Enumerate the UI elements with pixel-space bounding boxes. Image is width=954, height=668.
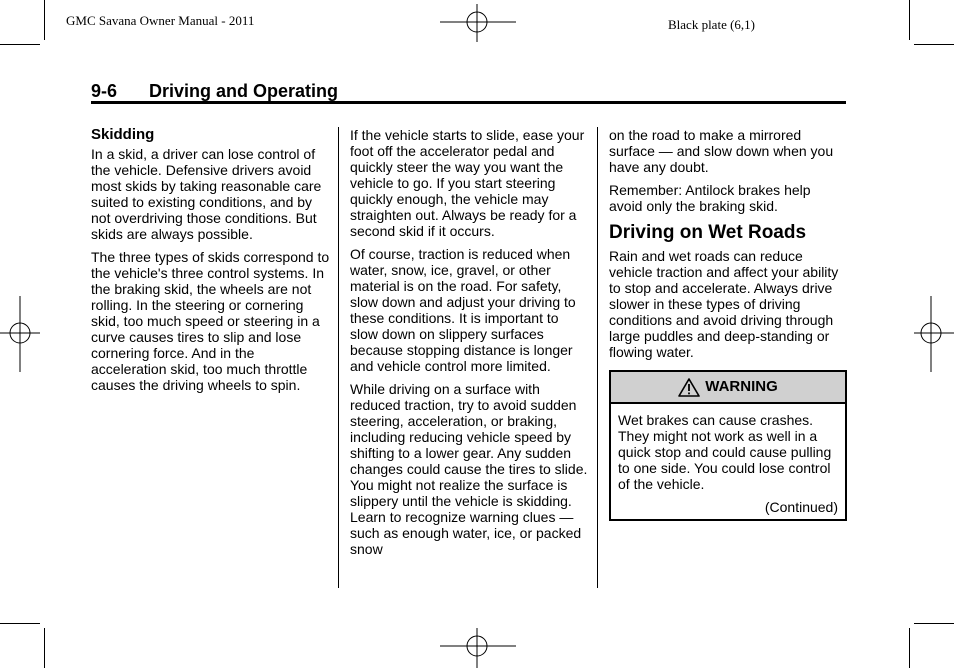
- paragraph: If the vehicle starts to slide, ease your foot off the accelerator pedal and quickly steer the way you want the vehicle to go. If you start steering quickly enough, the vehicle may straighten out. Always be ready for a second skid if it occurs.: [350, 127, 585, 239]
- crop-mark: [914, 623, 954, 624]
- running-header-plate: Black plate (6,1): [668, 17, 755, 32]
- paragraph: on the road to make a mirrored surface — and slow down when you have any doubt.: [609, 127, 834, 175]
- paragraph: Rain and wet roads can reduce vehicle traction and affect your ability to stop and accelerate. Always drive slower in these types of driving conditions and avoid driving through large puddles and deep-standing or flowing water.: [609, 248, 839, 360]
- crop-mark: [0, 623, 40, 624]
- warning-label: WARNING: [705, 378, 778, 395]
- subheading-skidding: Skidding: [91, 126, 155, 143]
- crop-mark: [909, 0, 910, 40]
- paragraph: Remember: Antilock brakes help avoid only the braking skid.: [609, 182, 811, 214]
- paragraph: Of course, traction is reduced when water, snow, ice, gravel, or other material is on the road. For safety, slow down and adjust your driving to these conditions. It is important to slow down on slippery surfaces because stopping distance is longer and vehicle control more limited.: [350, 246, 576, 374]
- warning-triangle-icon: [678, 378, 700, 397]
- heading-driving-on-wet-roads: Driving on Wet Roads: [609, 222, 807, 243]
- registration-mark-icon: [0, 296, 44, 372]
- column-divider: [338, 127, 339, 588]
- crop-mark: [0, 44, 40, 45]
- warning-header: [611, 372, 845, 404]
- column-divider: [597, 127, 598, 588]
- section-title: Driving and Operating: [149, 81, 339, 101]
- column-2: [350, 127, 590, 564]
- running-header-title: GMC Savana Owner Manual - 2011: [66, 13, 255, 28]
- registration-mark-icon: [440, 626, 516, 668]
- section-number: 9-6: [91, 81, 118, 101]
- registration-mark-icon: [440, 4, 516, 44]
- crop-mark: [914, 44, 954, 45]
- column-1: [91, 126, 331, 400]
- warning-body: [611, 404, 845, 519]
- section-rule: [91, 101, 846, 104]
- paragraph: In a skid, a driver can lose control of the vehicle. Defensive drivers avoid most skids by taking reasonable care suited to existing conditions, and by not overdriving those conditions. But skids are always possible.: [91, 146, 322, 242]
- paragraph: While driving on a surface with reduced traction, try to avoid sudden steering, acceleration, or braking, including reducing vehicle speed by shifting to a lower gear. Any sudden changes could cause the tires to slide. You might not realize the surface is slippery until the vehicle is skidding. Learn to recognize warning clues — such as enough water, ice, or packed snow: [350, 381, 588, 557]
- warning-text: Wet brakes can cause crashes. They might not work as well in a quick stop and could cause pulling to one side. You could lose control of the vehicle.: [618, 412, 832, 492]
- crop-mark: [44, 0, 45, 40]
- crop-mark: [44, 628, 45, 668]
- warning-box: [609, 370, 847, 521]
- column-3: [609, 127, 847, 521]
- continued-label: (Continued): [764, 499, 838, 515]
- crop-mark: [909, 628, 910, 668]
- registration-mark-icon: [910, 296, 954, 372]
- paragraph: The three types of skids correspond to the vehicle's three control systems. In the braking skid, the wheels are not rolling. In the steering or cornering skid, too much speed or steering in a curve causes tires to slip and lose cornering force. And in the acceleration skid, too much throttle causes the driving wheels to spin.: [91, 249, 330, 393]
